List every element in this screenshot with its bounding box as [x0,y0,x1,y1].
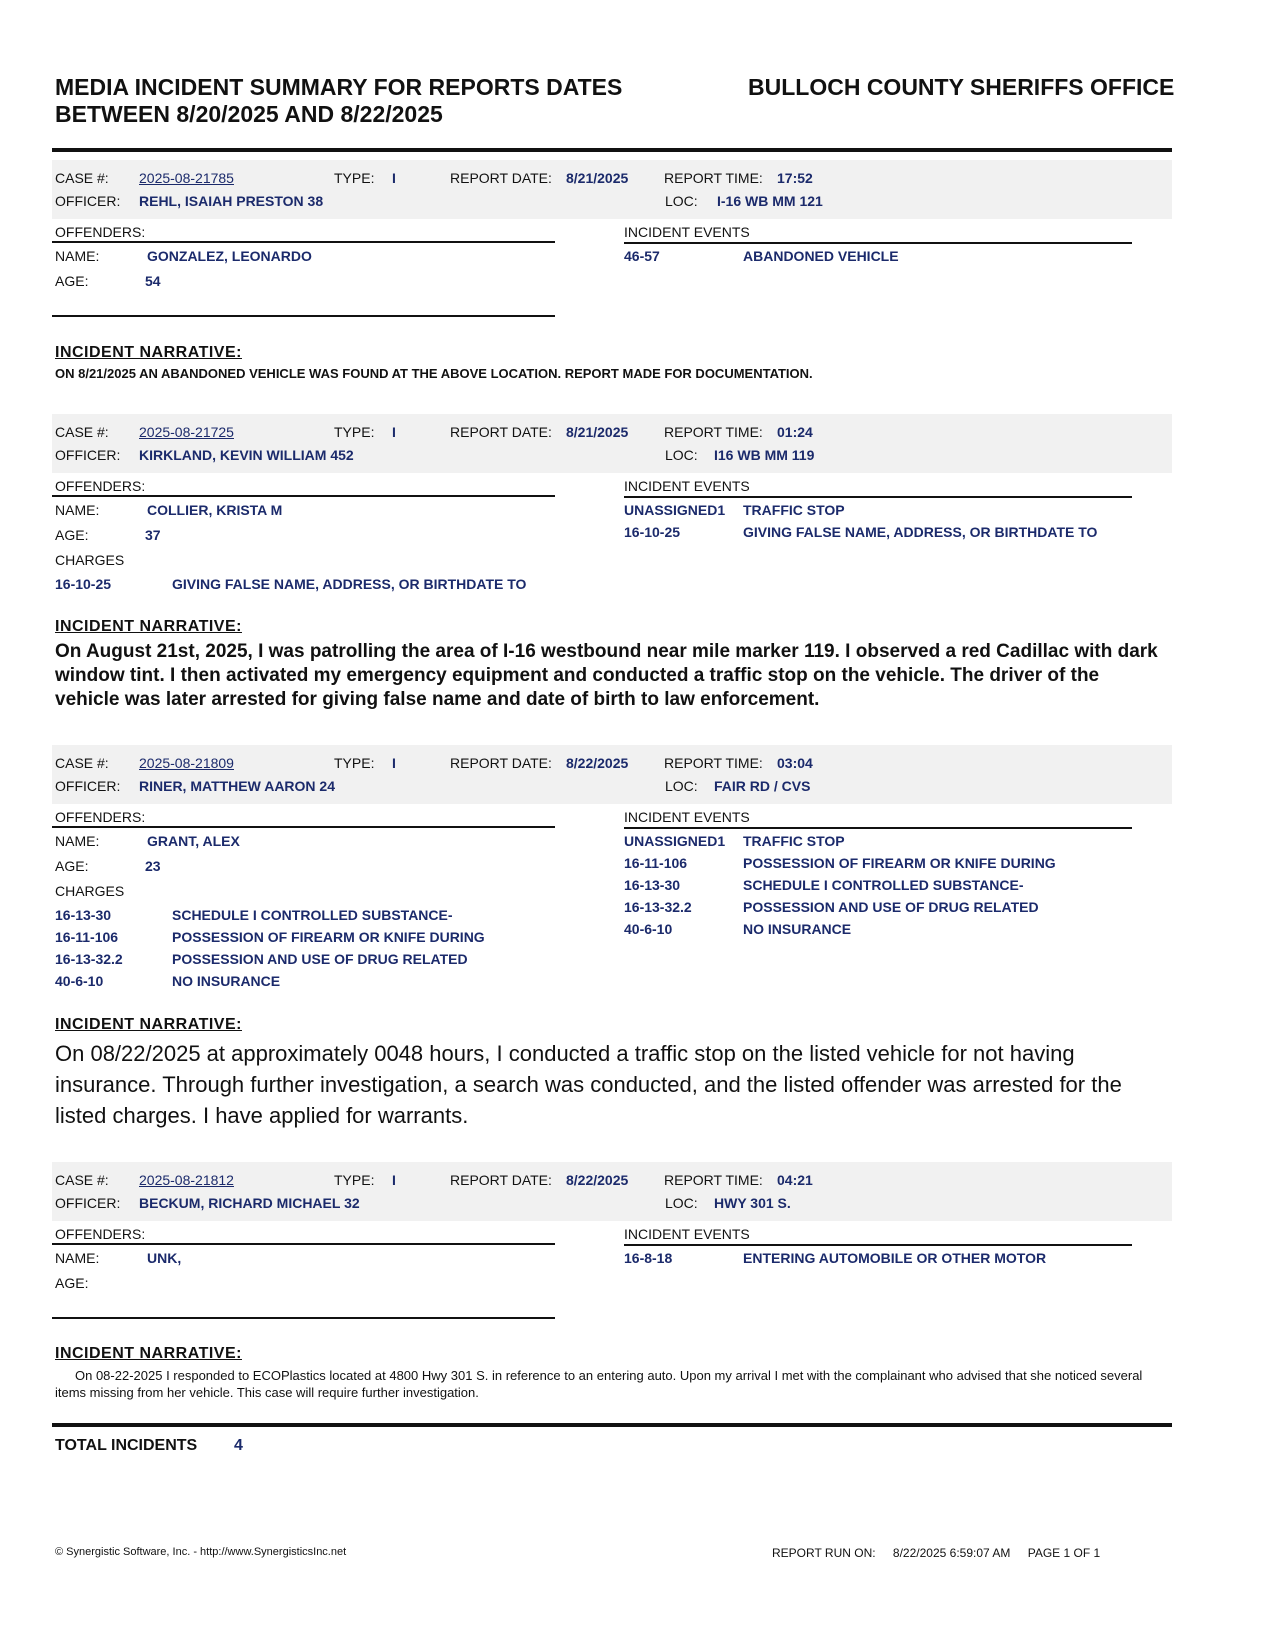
narrative-label: INCIDENT NARRATIVE: [55,1345,242,1362]
case-number-link[interactable]: 2025-08-21812 [139,1172,234,1188]
event-code: UNASSIGNED1 [624,833,726,849]
page-indicator: PAGE 1 OF 1 [1027,1546,1101,1560]
age-label: AGE: [55,527,89,543]
incident-events-label: INCIDENT EVENTS [624,809,750,825]
event-code: 40-6-10 [624,921,673,937]
narrative-label: INCIDENT NARRATIVE: [55,344,242,361]
officer-value: KIRKLAND, KEVIN WILLIAM 452 [139,447,354,463]
event-desc: POSSESSION AND USE OF DRUG RELATED [743,899,1039,915]
report-time-label: REPORT TIME: [664,424,763,440]
loc-value: HWY 301 S. [714,1195,791,1211]
report-title-line2: BETWEEN 8/20/2025 AND 8/22/2025 [55,101,443,127]
loc-label: LOC: [665,1195,698,1211]
charge-desc: POSSESSION OF FIREARM OR KNIFE DURING [172,929,485,945]
offenders-end-rule [52,1317,555,1319]
type-label: TYPE: [334,755,375,771]
charges-label: CHARGES [55,552,125,568]
narrative-text: On 08-22-2025 I responded to ECOPlastics located at 4800 Hwy 301 S. in reference to an entering auto. Upon my arrival I met with the complainant who advised that she noticed several items missing from her vehicle. This case will require further investigation. [55,1368,1143,1400]
case-header [52,745,1172,804]
report-time-label: REPORT TIME: [664,170,763,186]
report-time-label: REPORT TIME: [664,755,763,771]
narrative-label: INCIDENT NARRATIVE: [55,618,242,635]
offender-name: GONZALEZ, LEONARDO [147,248,312,264]
incident-events-label: INCIDENT EVENTS [624,1226,750,1242]
event-desc: ENTERING AUTOMOBILE OR OTHER MOTOR [743,1250,1047,1266]
case-label: CASE #: [55,755,109,771]
case-label: CASE #: [55,1172,109,1188]
event-code: UNASSIGNED1 [624,502,726,518]
offender-age: 37 [145,527,161,543]
type-label: TYPE: [334,424,375,440]
name-label: NAME: [55,248,100,264]
report-time-label: REPORT TIME: [664,1172,763,1188]
type-value: I [392,170,396,186]
events-rule [624,496,1132,498]
events-rule [624,827,1132,829]
event-code: 16-10-25 [624,524,681,540]
offenders-label: OFFENDERS: [55,224,146,240]
charge-code: 16-10-25 [55,576,112,592]
offenders-label: OFFENDERS: [55,1226,146,1242]
report-time-value: 17:52 [777,170,813,186]
event-desc: POSSESSION OF FIREARM OR KNIFE DURING [743,855,1056,871]
incident-events-label: INCIDENT EVENTS [624,224,750,240]
event-desc: GIVING FALSE NAME, ADDRESS, OR BIRTHDATE TO [743,524,1098,540]
loc-label: LOC: [665,447,698,463]
offenders-rule [52,1243,555,1245]
age-label: AGE: [55,858,89,874]
narrative-text: On August 21st, 2025, I was patrolling the area of I-16 westbound near mile marker 119. I observed a red Cadillac with dark window tint. I then activated my emergency equipment and conducted a traffic stop on the vehicle. The driver of the vehicle was later arrested for giving false name and date of birth to law enforcement. [55,641,1158,710]
offender-name: GRANT, ALEX [147,833,240,849]
officer-label: OFFICER: [55,1195,121,1211]
incident-events-label: INCIDENT EVENTS [624,478,750,494]
officer-value: REHL, ISAIAH PRESTON 38 [139,193,324,209]
charge-code: 16-11-106 [55,929,119,945]
report-time-value: 04:21 [777,1172,813,1188]
case-header [52,160,1172,219]
officer-value: RINER, MATTHEW AARON 24 [139,778,335,794]
name-label: NAME: [55,833,100,849]
type-label: TYPE: [334,1172,375,1188]
event-desc: TRAFFIC STOP [743,502,845,518]
offender-age: 23 [145,858,161,874]
report-date-value: 8/21/2025 [566,170,629,186]
event-desc: ABANDONED VEHICLE [743,248,899,264]
charge-desc: NO INSURANCE [172,973,281,989]
charge-code: 16-13-30 [55,907,112,923]
event-desc: NO INSURANCE [743,921,852,937]
offenders-rule [52,241,555,243]
footer-copyright: © Synergistic Software, Inc. - http://www.SynergisticsInc.net [55,1546,347,1558]
officer-label: OFFICER: [55,778,121,794]
total-incidents-value: 4 [234,1437,243,1454]
offenders-rule [52,826,555,828]
offenders-end-rule [52,315,555,317]
report-title [55,74,622,128]
officer-value: BECKUM, RICHARD MICHAEL 32 [139,1195,360,1211]
case-label: CASE #: [55,170,109,186]
loc-value: I16 WB MM 119 [714,447,815,463]
case-header [52,414,1172,473]
charge-desc: POSSESSION AND USE OF DRUG RELATED [172,951,468,967]
report-run-label: REPORT RUN ON: [772,1546,876,1560]
event-code: 16-13-30 [624,877,681,893]
footer-report-info [772,1546,1114,1560]
report-date-label: REPORT DATE: [450,1172,552,1188]
charge-desc: SCHEDULE I CONTROLLED SUBSTANCE- [172,907,453,923]
agency-name: BULLOCH COUNTY SHERIFFS OFFICE [748,74,1175,100]
event-code: 16-8-18 [624,1250,673,1266]
narrative-text: On 08/22/2025 at approximately 0048 hours, I conducted a traffic stop on the listed vehicle for not having insurance. Through further investigation, a search was conducted, and the listed offender was arrested for the listed charges. I have applied for warrants. [55,1041,1122,1128]
officer-label: OFFICER: [55,193,121,209]
name-label: NAME: [55,502,100,518]
case-number-link[interactable]: 2025-08-21809 [139,755,234,771]
charges-label: CHARGES [55,883,125,899]
case-block [52,1162,1172,1462]
event-code: 16-11-106 [624,855,688,871]
event-desc: TRAFFIC STOP [743,833,845,849]
offender-age: 54 [145,273,161,289]
case-block [52,745,1172,1045]
offenders-rule [52,495,555,497]
officer-label: OFFICER: [55,447,121,463]
loc-label: LOC: [665,193,698,209]
events-rule [624,1244,1132,1246]
case-header [52,1162,1172,1221]
narrative-label: INCIDENT NARRATIVE: [55,1016,242,1033]
event-code: 46-57 [624,248,660,264]
loc-value: I-16 WB MM 121 [717,193,823,209]
report-date-label: REPORT DATE: [450,755,552,771]
charge-desc: GIVING FALSE NAME, ADDRESS, OR BIRTHDATE TO [172,576,527,592]
event-code: 16-13-32.2 [624,899,692,915]
header-divider [52,148,1172,152]
report-date-value: 8/22/2025 [566,1172,629,1188]
report-time-value: 01:24 [777,424,813,440]
report-title-line1: MEDIA INCIDENT SUMMARY FOR REPORTS DATES [55,74,623,100]
loc-value: FAIR RD / CVS [714,778,811,794]
case-number-link[interactable]: 2025-08-21725 [139,424,234,440]
offenders-label: OFFENDERS: [55,478,146,494]
report-date-value: 8/21/2025 [566,424,629,440]
report-date-value: 8/22/2025 [566,755,629,771]
age-label: AGE: [55,273,89,289]
age-label: AGE: [55,1275,89,1291]
case-number-link[interactable]: 2025-08-21785 [139,170,234,186]
type-value: I [392,424,396,440]
report-date-label: REPORT DATE: [450,170,552,186]
events-rule [624,242,1132,244]
charge-code: 40-6-10 [55,973,104,989]
offender-name: COLLIER, KRISTA M [147,502,283,518]
report-run-value: 8/22/2025 6:59:07 AM [892,1546,1011,1560]
totals-divider [52,1423,1172,1427]
offenders-label: OFFENDERS: [55,809,146,825]
charge-code: 16-13-32.2 [55,951,123,967]
report-time-value: 03:04 [777,755,813,771]
narrative-text: ON 8/21/2025 AN ABANDONED VEHICLE WAS FOUND AT THE ABOVE LOCATION. REPORT MADE FOR DOCUMENTATION. [55,366,813,381]
report-date-label: REPORT DATE: [450,424,552,440]
offender-name: UNK, [147,1250,182,1266]
event-desc: SCHEDULE I CONTROLLED SUBSTANCE- [743,877,1024,893]
total-incidents-label: TOTAL INCIDENTS [55,1437,198,1454]
type-label: TYPE: [334,170,375,186]
loc-label: LOC: [665,778,698,794]
name-label: NAME: [55,1250,100,1266]
type-value: I [392,1172,396,1188]
type-value: I [392,755,396,771]
case-label: CASE #: [55,424,109,440]
